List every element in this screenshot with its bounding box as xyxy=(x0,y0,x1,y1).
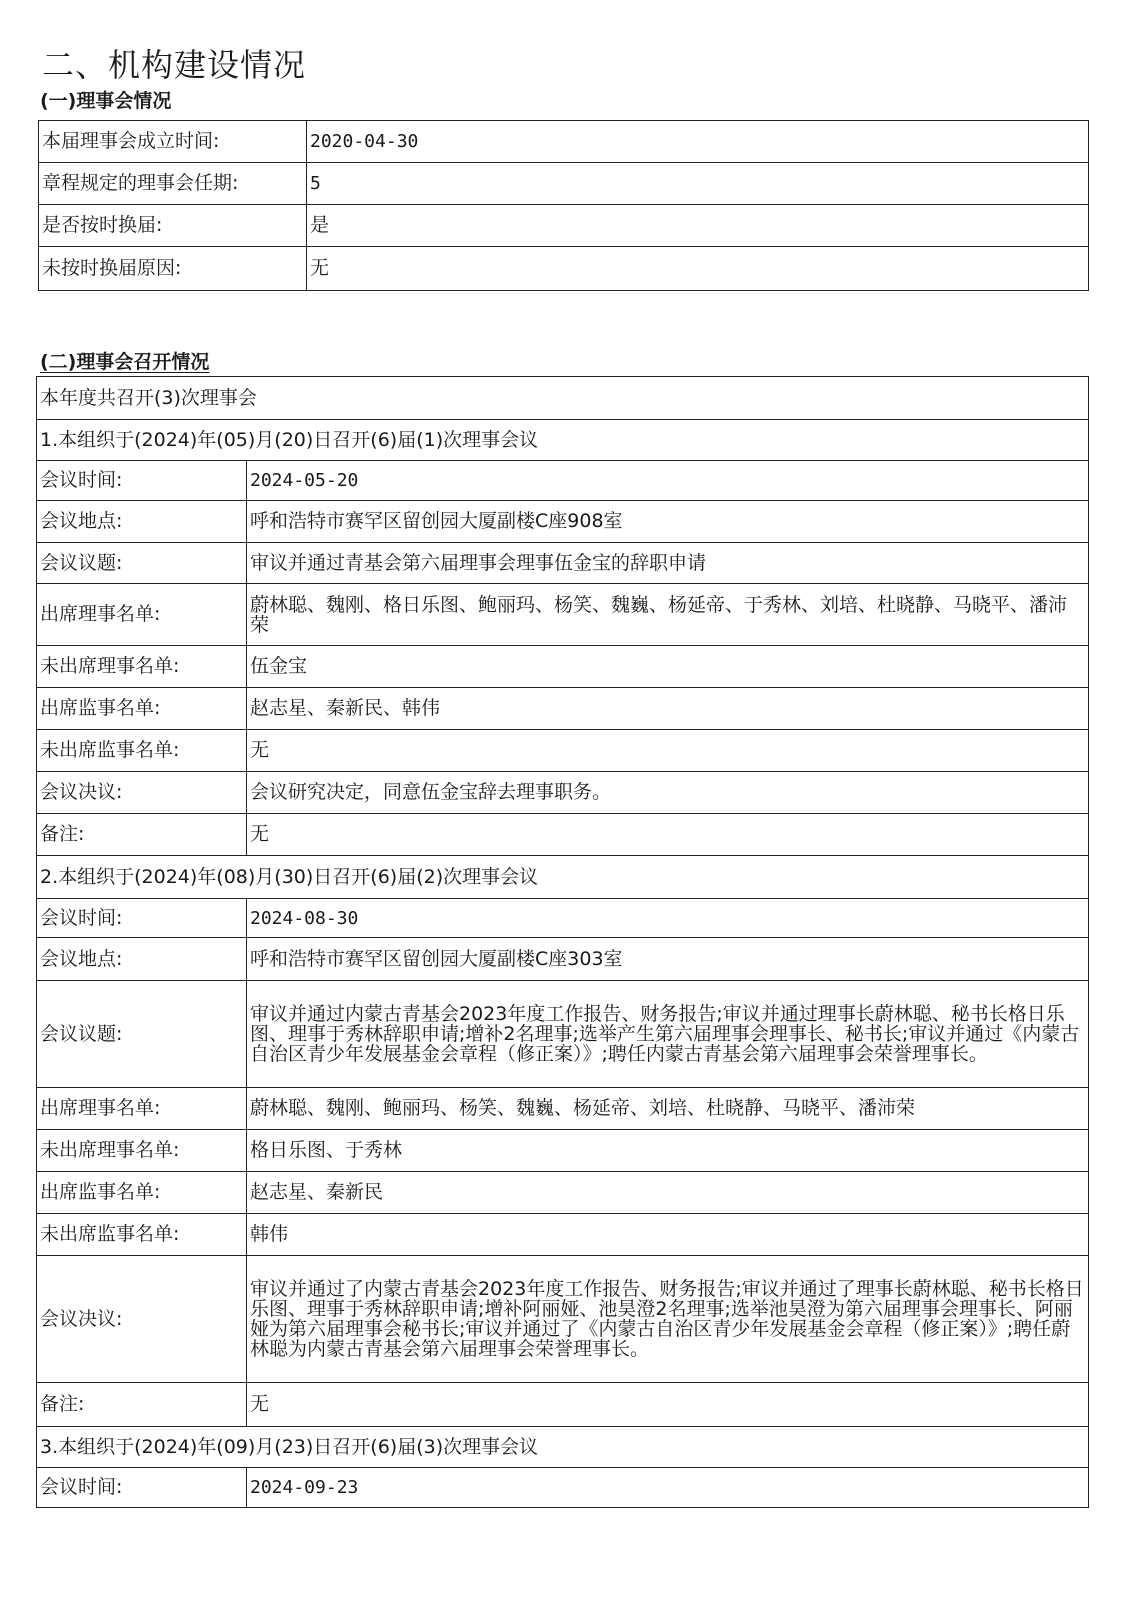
row-label: 未按时换届原因: xyxy=(39,247,307,291)
board-row-on-time xyxy=(39,205,1089,247)
row-label: 出席监事名单: xyxy=(37,688,247,730)
row-value: 无 xyxy=(307,247,1089,291)
row-value: 5 xyxy=(307,163,1089,205)
board-row-established xyxy=(39,121,1089,163)
meeting-row xyxy=(37,899,1089,938)
row-label: 出席监事名单: xyxy=(37,1172,247,1214)
section-title-meetings: (二)理事会召开情况 xyxy=(40,351,210,373)
meeting-heading-row xyxy=(37,420,1089,461)
meeting-heading-row xyxy=(37,856,1089,899)
meeting-row xyxy=(37,730,1089,772)
meeting-heading: 3.本组织于(2024)年(09)月(23)日召开(6)届(3)次理事会议 xyxy=(37,1427,1089,1468)
row-label: 章程规定的理事会任期: xyxy=(39,163,307,205)
row-value: 呼和浩特市赛罕区留创园大厦副楼C座303室 xyxy=(247,938,1089,981)
row-value: 无 xyxy=(247,1383,1089,1427)
row-value: 会议研究决定，同意伍金宝辞去理事职务。 xyxy=(247,772,1089,814)
meeting-row xyxy=(37,501,1089,543)
meeting-row xyxy=(37,1383,1089,1427)
row-label: 未出席理事名单: xyxy=(37,646,247,688)
board-info-table xyxy=(38,120,1089,291)
meeting-row xyxy=(37,1468,1089,1508)
row-value: 无 xyxy=(247,730,1089,772)
row-label: 会议时间: xyxy=(37,461,247,501)
row-value: 是 xyxy=(307,205,1089,247)
section-title-board: (一)理事会情况 xyxy=(40,90,172,112)
row-label: 会议地点: xyxy=(37,501,247,543)
board-row-reason xyxy=(39,247,1089,291)
row-label: 出席理事名单: xyxy=(37,584,247,646)
row-value: 审议并通过了内蒙古青基会2023年度工作报告、财务报告;审议并通过了理事长蔚林聪、秘书长格日乐图、理事于秀林辞职申请;增补阿丽娅、池昊澄2名理事;选举池昊澄为第六届理事会理事长、阿丽娅为第六届理事会秘书长;审议并通过了《内蒙古自治区青少年发展基金会章程（修正案）》;聘任蔚林聪为内蒙古青基会第六届理事会荣誉理事长。 xyxy=(247,1256,1089,1383)
row-value: 无 xyxy=(247,814,1089,856)
row-label: 备注: xyxy=(37,814,247,856)
row-label: 会议决议: xyxy=(37,1256,247,1383)
meeting-row xyxy=(37,1130,1089,1172)
meeting-row xyxy=(37,646,1089,688)
row-value: 蔚林聪、魏刚、格日乐图、鲍丽玛、杨笑、魏巍、杨延帝、于秀林、刘培、杜晓静、马晓平、潘沛荣 xyxy=(247,584,1089,646)
meeting-row xyxy=(37,814,1089,856)
meeting-summary-row xyxy=(37,377,1089,420)
meetings-table xyxy=(36,376,1089,1508)
row-value: 2024-09-23 xyxy=(247,1468,1089,1508)
page-title: 二、机构建设情况 xyxy=(42,46,307,84)
row-label: 会议时间: xyxy=(37,899,247,938)
meeting-row xyxy=(37,938,1089,981)
meeting-row xyxy=(37,1088,1089,1130)
row-label: 会议地点: xyxy=(37,938,247,981)
meeting-row xyxy=(37,1214,1089,1256)
board-row-term xyxy=(39,163,1089,205)
row-value: 审议并通过内蒙古青基会2023年度工作报告、财务报告;审议并通过理事长蔚林聪、秘书长格日乐图、理事于秀林辞职申请;增补2名理事;选举产生第六届理事会理事长、秘书长;审议并通过《内蒙古自治区青少年发展基金会章程（修正案）》;聘任内蒙古青基会第六届理事会荣誉理事长。 xyxy=(247,981,1089,1088)
meeting-row xyxy=(37,688,1089,730)
row-value: 2024-08-30 xyxy=(247,899,1089,938)
row-value: 2020-04-30 xyxy=(307,121,1089,163)
row-value: 韩伟 xyxy=(247,1214,1089,1256)
row-value: 格日乐图、于秀林 xyxy=(247,1130,1089,1172)
row-label: 未出席监事名单: xyxy=(37,730,247,772)
row-value: 蔚林聪、魏刚、鲍丽玛、杨笑、魏巍、杨延帝、刘培、杜晓静、马晓平、潘沛荣 xyxy=(247,1088,1089,1130)
meeting-summary: 本年度共召开(3)次理事会 xyxy=(37,377,1089,420)
meeting-heading: 1.本组织于(2024)年(05)月(20)日召开(6)届(1)次理事会议 xyxy=(37,420,1089,461)
row-value: 审议并通过青基会第六届理事会理事伍金宝的辞职申请 xyxy=(247,543,1089,584)
row-label: 会议时间: xyxy=(37,1468,247,1508)
row-value: 伍金宝 xyxy=(247,646,1089,688)
row-label: 备注: xyxy=(37,1383,247,1427)
row-value: 呼和浩特市赛罕区留创园大厦副楼C座908室 xyxy=(247,501,1089,543)
row-label: 出席理事名单: xyxy=(37,1088,247,1130)
row-label: 本届理事会成立时间: xyxy=(39,121,307,163)
row-label: 未出席理事名单: xyxy=(37,1130,247,1172)
row-label: 会议决议: xyxy=(37,772,247,814)
row-label: 未出席监事名单: xyxy=(37,1214,247,1256)
meeting-row xyxy=(37,1256,1089,1383)
meeting-row xyxy=(37,1172,1089,1214)
row-label: 会议议题: xyxy=(37,543,247,584)
meeting-row xyxy=(37,461,1089,501)
meeting-row xyxy=(37,543,1089,584)
row-value: 2024-05-20 xyxy=(247,461,1089,501)
row-label: 会议议题: xyxy=(37,981,247,1088)
meeting-row xyxy=(37,772,1089,814)
meeting-row xyxy=(37,584,1089,646)
meeting-heading: 2.本组织于(2024)年(08)月(30)日召开(6)届(2)次理事会议 xyxy=(37,856,1089,899)
row-value: 赵志星、秦新民、韩伟 xyxy=(247,688,1089,730)
meeting-heading-row xyxy=(37,1427,1089,1468)
meeting-row xyxy=(37,981,1089,1088)
row-label: 是否按时换届: xyxy=(39,205,307,247)
row-value: 赵志星、秦新民 xyxy=(247,1172,1089,1214)
